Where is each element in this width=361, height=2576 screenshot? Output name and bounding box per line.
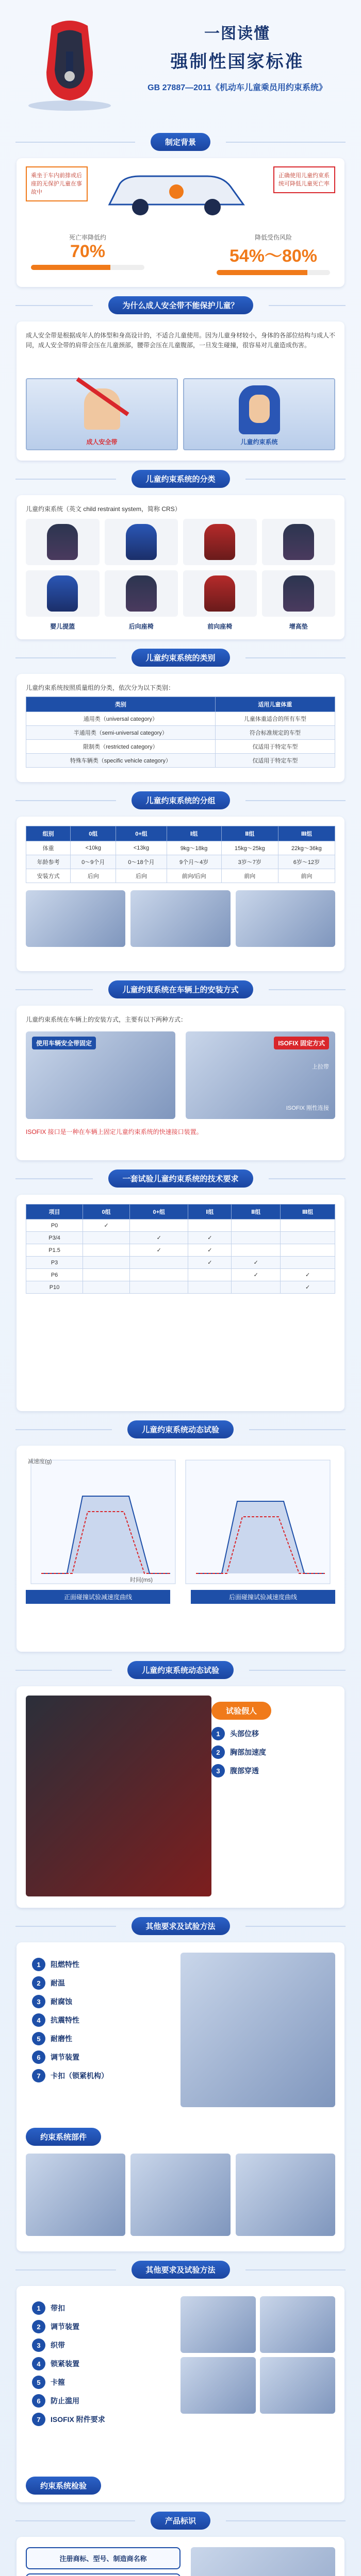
seat-row	[26, 570, 335, 617]
title-line-2: 强制性国家标准	[170, 52, 304, 72]
y-axis-label: 减速度(g)	[28, 1459, 52, 1465]
seat-photo	[262, 519, 336, 565]
table-cell	[83, 1244, 130, 1257]
table-row	[26, 869, 335, 883]
table-cell: ✓	[281, 1281, 335, 1294]
section-header	[0, 296, 361, 314]
seat-photo	[105, 519, 178, 565]
seat-label: 婴儿提篮	[50, 623, 75, 630]
child-restraint-image	[183, 378, 335, 450]
why-card	[17, 321, 344, 461]
section-header	[0, 980, 361, 998]
table-cell: 特殊车辆类（specific vehicle category）	[26, 754, 216, 768]
requirement-table	[26, 1204, 335, 1294]
category-intro: 儿童约束系统按照质量组的分类，依次分为以下类别：	[26, 684, 175, 691]
dummy-photo	[26, 1696, 211, 1896]
marking-list	[26, 2547, 180, 2576]
dynamic-test-card	[17, 1446, 344, 1652]
dummy-info	[211, 1702, 335, 1783]
comparison-images	[26, 378, 335, 450]
table-cell: 儿童体重适合的所有车型	[215, 712, 335, 726]
stat-bar	[217, 270, 330, 275]
section-title: 其他要求及试验方法	[132, 1917, 230, 1935]
seat-photo	[183, 519, 257, 565]
list-item: 3 耐腐蚀	[32, 1995, 108, 2008]
list-item: 6 防止滥用	[32, 2394, 105, 2408]
seat-label: 前向座椅	[207, 623, 233, 630]
table-cell	[281, 1244, 335, 1257]
component-photo	[130, 2154, 230, 2236]
rear-impact-chart	[186, 1460, 330, 1584]
table-cell	[130, 1257, 188, 1269]
sub-title: 约束系统部件	[26, 2128, 101, 2146]
section-title: 制定背景	[151, 133, 210, 151]
section-title: 产品标识	[151, 2512, 210, 2530]
table-cell: 前向	[278, 869, 335, 883]
table-cell	[83, 1257, 130, 1269]
table-cell: ✓	[232, 1269, 281, 1281]
list-item: 6 调节装置	[32, 2050, 108, 2064]
table-header: Ⅱ组	[221, 826, 278, 841]
section-title: 儿童约束系统的分类	[132, 470, 230, 488]
child-seat-illustration	[21, 15, 119, 113]
table-header: 0组	[83, 1205, 130, 1219]
table-cell: ✓	[130, 1232, 188, 1244]
table-cell: 体重	[26, 841, 71, 855]
seat-row	[26, 519, 335, 565]
table-cell	[281, 1232, 335, 1244]
marking-step: 注册商标、型号、制造商名称	[26, 2547, 180, 2569]
table-cell: 前向	[221, 869, 278, 883]
seat-photo	[26, 519, 100, 565]
table-cell: 仅适用于特定车型	[215, 754, 335, 768]
standard-name: GB 27887—2011《机动车儿童乘员用约束系统》	[147, 83, 327, 92]
table-cell: 0～9个月	[71, 855, 116, 869]
table-row	[26, 740, 335, 754]
table-header: 0+组	[130, 1205, 188, 1219]
section-title: 为什么成人安全带不能保护儿童？	[108, 296, 253, 314]
other-requirements-card	[17, 1942, 344, 2251]
hero-header	[0, 0, 361, 124]
table-cell: 15kg～25kg	[221, 841, 278, 855]
component-photo	[180, 2357, 256, 2414]
table-row	[26, 1219, 335, 1232]
table-cell: 后向	[71, 869, 116, 883]
hero-titles	[129, 21, 346, 93]
component-photo	[236, 2154, 335, 2236]
table-cell: 半通用类（semi-universal category）	[26, 726, 216, 740]
group-photo	[130, 890, 230, 947]
group-photos	[26, 890, 335, 947]
table-cell	[130, 1269, 188, 1281]
list-item: 2 耐温	[32, 1976, 108, 1990]
component-photo	[180, 2296, 256, 2353]
table-header: 0+组	[116, 826, 167, 841]
section-title: 儿童约束系统动态试验	[127, 1420, 234, 1438]
table-header: Ⅲ组	[281, 1205, 335, 1219]
seat-label: 后向座椅	[128, 623, 154, 630]
section-header	[0, 2261, 361, 2279]
lab-photo	[180, 1953, 335, 2107]
table-cell: P1.5	[26, 1244, 83, 1257]
table-cell	[232, 1281, 281, 1294]
list-item: 1 阻燃特性	[32, 1958, 108, 1971]
list-item: 3 织带	[32, 2338, 105, 2352]
table-cell	[83, 1232, 130, 1244]
group-table-card	[17, 817, 344, 971]
table-cell	[130, 1219, 188, 1232]
section-header	[0, 649, 361, 667]
table-header: Ⅰ组	[167, 826, 221, 841]
marking-card	[17, 2537, 344, 2576]
table-cell: ✓	[130, 1244, 188, 1257]
stat-bar	[31, 265, 144, 270]
section-title: 儿童约束系统在车辆上的安装方式	[108, 980, 253, 998]
component-requirements-card	[17, 2286, 344, 2502]
rear-chart-caption: 后面碰撞试验减速度曲线	[191, 1590, 335, 1604]
table-cell: 安装方式	[26, 869, 71, 883]
requirement-list	[32, 1953, 108, 2088]
front-chart-caption: 正面碰撞试验减速度曲线	[26, 1590, 170, 1604]
method-1-label: 使用车辆安全带固定	[32, 1037, 96, 1049]
table-header: Ⅱ组	[232, 1205, 281, 1219]
table-row	[26, 1244, 335, 1257]
table-row	[26, 841, 335, 855]
dummy-label: 试验假人	[211, 1702, 271, 1720]
table-header: 组别	[26, 826, 71, 841]
table-header: Ⅲ组	[278, 826, 335, 841]
adult-belt-image	[26, 378, 178, 450]
group-photo	[236, 890, 335, 947]
table-row	[26, 1269, 335, 1281]
isofix-note: ISOFIX 接口是一种在车辆上固定儿童约束系统的快速接口装置。	[26, 1128, 203, 1136]
component-photo	[260, 2357, 335, 2414]
section-header	[0, 1917, 361, 1935]
list-item: 7 卡扣（锁紧机构）	[32, 2069, 108, 2082]
table-cell: ✓	[281, 1269, 335, 1281]
table-cell: P3/4	[26, 1232, 83, 1244]
table-cell: ✓	[188, 1232, 232, 1244]
table-cell: 年龄参考	[26, 855, 71, 869]
table-header: 项目	[26, 1205, 83, 1219]
table-cell: 通用类（universal category）	[26, 712, 216, 726]
top-tether-label: 上拉带	[312, 1064, 329, 1070]
table-cell: P0	[26, 1219, 83, 1232]
table-cell	[281, 1257, 335, 1269]
table-cell: 0～18个月	[116, 855, 167, 869]
stat-value: 70%	[70, 242, 106, 261]
seat-photo	[183, 570, 257, 617]
section-header	[0, 791, 361, 809]
list-item: 1 带扣	[32, 2301, 105, 2315]
stat-injury-risk	[211, 233, 335, 274]
list-item: 2 胸部加速度	[211, 1745, 335, 1759]
category-table-card	[17, 674, 344, 782]
table-cell: 3岁～7岁	[221, 855, 278, 869]
table-cell: 符合标准规定的车型	[215, 726, 335, 740]
section-header	[0, 1420, 361, 1438]
categories-card	[17, 495, 344, 639]
list-item: 5 耐磨性	[32, 2032, 108, 2045]
deceleration-charts	[26, 1455, 335, 1609]
why-paragraph: 成人安全带是根据成年人的体型和身高设计的，不适合儿童使用。因为儿童身材较小，身体的各部位结构与成人不同，成人安全带的肩带会压在儿童颈部，腰带会压在儿童腹部，一旦发生碰撞，很容易对儿童造成伤害。	[26, 332, 336, 349]
requirement-table-card	[17, 1195, 344, 1411]
install-intro: 儿童约束系统在车辆上的安装方式，主要有以下两种方式：	[26, 1016, 187, 1023]
table-cell: 22kg～36kg	[278, 841, 335, 855]
list-item: 4 锁紧装置	[32, 2357, 105, 2370]
table-header: 0组	[71, 826, 116, 841]
table-cell: 前向/后向	[167, 869, 221, 883]
section-header	[0, 133, 361, 151]
table-cell	[232, 1232, 281, 1244]
table-row	[26, 1232, 335, 1244]
table-cell: 9kg～18kg	[167, 841, 221, 855]
table-cell: P6	[26, 1269, 83, 1281]
table-cell	[83, 1269, 130, 1281]
table-cell	[281, 1219, 335, 1232]
label-photo	[191, 2547, 335, 2576]
section-title: 一套试验儿童约束系统的技术要求	[108, 1170, 253, 1188]
right-fact-box: 正确使用儿童约束系统可降低儿童死亡率	[273, 166, 335, 193]
table-cell: ✓	[232, 1257, 281, 1269]
stat-label: 死亡率降低约	[69, 234, 106, 241]
table-cell	[188, 1269, 232, 1281]
table-cell: 6岁～12岁	[278, 855, 335, 869]
component-grid	[180, 2296, 335, 2414]
section-header	[0, 470, 361, 488]
table-row	[26, 1281, 335, 1294]
group-photo	[26, 890, 125, 947]
title-line-1: 一图读懂	[204, 25, 270, 42]
table-header: 适用儿童体重	[215, 697, 335, 712]
table-cell: ✓	[188, 1244, 232, 1257]
table-cell: 后向	[116, 869, 167, 883]
list-item: 7 ISOFIX 附件要求	[32, 2413, 105, 2426]
table-cell: 仅适用于特定车型	[215, 740, 335, 754]
list-item: 2 调节装置	[32, 2320, 105, 2333]
seat-photo	[26, 570, 100, 617]
stat-label: 降低受伤风险	[254, 234, 292, 241]
category-table	[26, 697, 335, 768]
dummy-test-card	[17, 1686, 344, 1908]
table-cell: ✓	[83, 1219, 130, 1232]
table-row	[26, 855, 335, 869]
table-cell: <13kg	[116, 841, 167, 855]
table-cell	[130, 1281, 188, 1294]
seat-label: 增高垫	[289, 623, 308, 630]
section-title: 其他要求及试验方法	[132, 2261, 230, 2279]
component-photo	[26, 2154, 125, 2236]
table-row	[26, 1257, 335, 1269]
group-table	[26, 826, 335, 883]
table-cell: 限制类（restricted category）	[26, 740, 216, 754]
seat-photo	[105, 570, 178, 617]
table-cell	[232, 1244, 281, 1257]
table-header: 类别	[26, 697, 216, 712]
stat-death-rate	[26, 233, 150, 274]
table-row	[26, 712, 335, 726]
section-title: 儿童约束系统的类别	[132, 649, 230, 667]
dummy-items	[211, 1727, 335, 1777]
table-cell: ✓	[188, 1257, 232, 1269]
component-list	[32, 2296, 105, 2431]
table-row	[26, 726, 335, 740]
left-fact-box: 乘坐于车内前排或后座的无保护儿童在事故中	[26, 166, 88, 201]
table-cell	[188, 1281, 232, 1294]
background-card	[17, 158, 344, 287]
list-item: 1 头部位移	[211, 1727, 335, 1740]
method-2-label: ISOFIX 固定方式	[274, 1037, 329, 1049]
install-card	[17, 1006, 344, 1160]
seat-labels	[26, 622, 335, 631]
component-photos	[26, 2154, 335, 2236]
car-icon	[99, 163, 254, 220]
crs-subtitle: 儿童约束系统（英文 child restraint system，简称 CRS）	[26, 505, 181, 513]
component-photo	[260, 2296, 335, 2353]
sub-title: 约束系统检验	[26, 2477, 101, 2495]
marking-step	[26, 2573, 180, 2576]
isofix-label: ISOFIX 刚性连接	[286, 1105, 329, 1111]
section-header	[0, 2512, 361, 2530]
x-axis-label: 时间(ms)	[130, 1577, 153, 1583]
stat-value: 54%～80%	[229, 246, 318, 266]
table-cell: <10kg	[71, 841, 116, 855]
table-cell	[232, 1219, 281, 1232]
table-header: Ⅰ组	[188, 1205, 232, 1219]
table-cell	[83, 1281, 130, 1294]
section-title: 儿童约束系统动态试验	[127, 1661, 234, 1679]
table-cell: P3	[26, 1257, 83, 1269]
panel-label: 儿童约束系统	[240, 438, 278, 446]
section-title: 儿童约束系统的分组	[132, 791, 230, 809]
list-item: 5 卡箍	[32, 2376, 105, 2389]
list-item: 3 腹部穿透	[211, 1764, 335, 1777]
section-header	[0, 1661, 361, 1679]
front-impact-chart	[31, 1460, 175, 1584]
list-item: 4 抗震特性	[32, 2013, 108, 2027]
section-header	[0, 1170, 361, 1188]
panel-label: 成人安全带	[86, 438, 118, 446]
seat-photo	[262, 570, 336, 617]
table-cell	[188, 1219, 232, 1232]
table-cell: P10	[26, 1281, 83, 1294]
table-row	[26, 754, 335, 768]
table-cell: 9个月～4岁	[167, 855, 221, 869]
